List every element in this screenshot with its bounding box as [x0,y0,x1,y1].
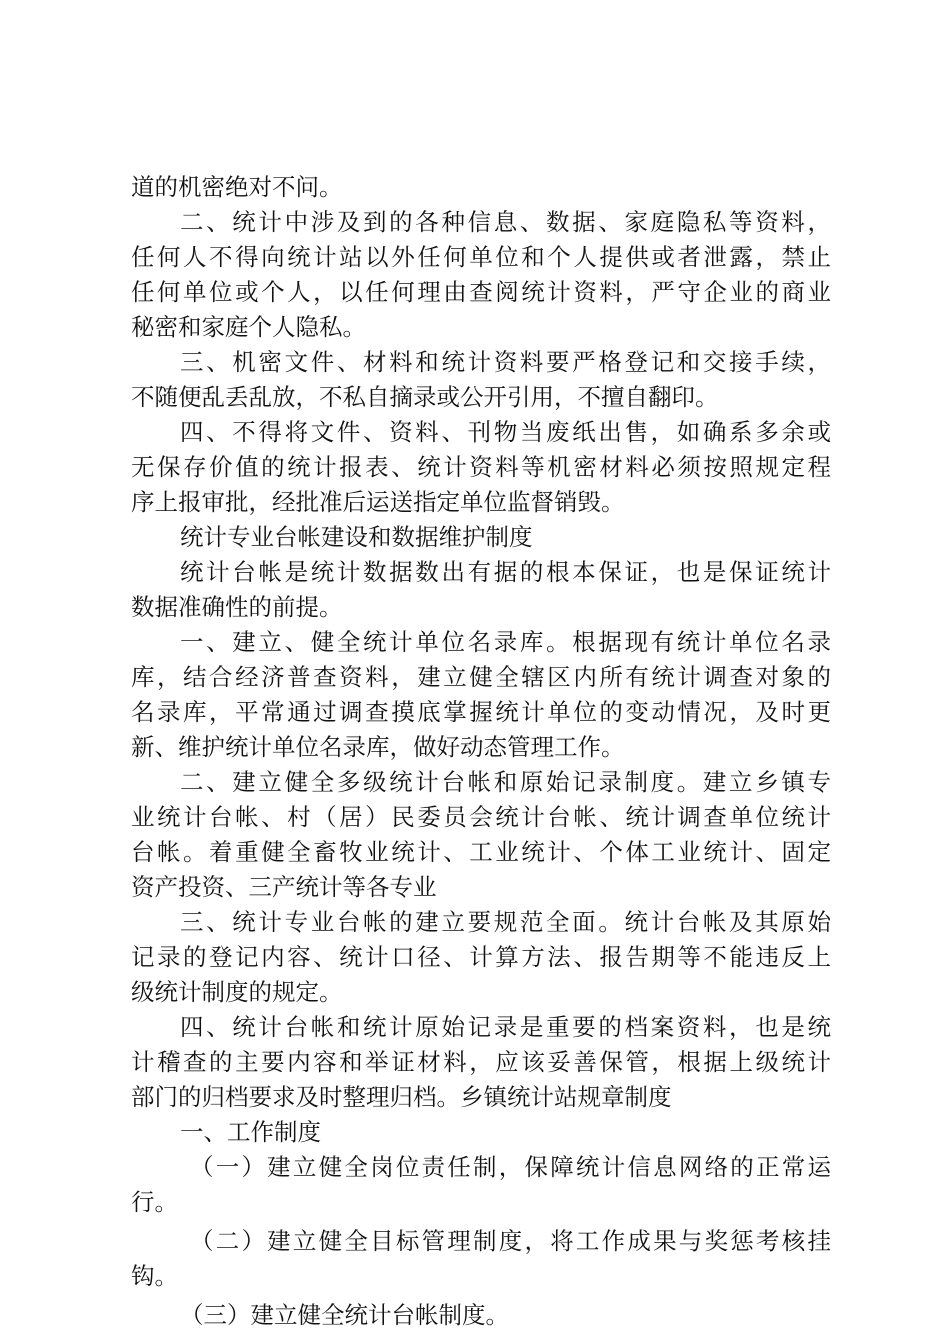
text-line: 新、维护统计单位名录库，做好动态管理工作。 [131,733,625,761]
text-line: 数据准确性的前提。 [131,593,343,621]
text-line: 四、统计台帐和统计原始记录是重要的档案资料，也是统 [180,1013,831,1041]
text-line: 任何单位或个人，以任何理由查阅统计资料，严守企业的商业 [131,278,831,306]
text-line: （三）建立健全统计台帐制度。 [180,1301,509,1329]
text-line: 道的机密绝对不问。 [131,173,343,201]
text-line: 行。 [131,1188,178,1216]
text-line: 业统计台帐、村（居）民委员会统计台帐、统计调查单位统计 [131,803,831,831]
text-line: 资产投资、三产统计等各专业 [131,873,437,901]
text-line: 计稽查的主要内容和举证材料，应该妥善保管，根据上级统计 [131,1048,831,1076]
text-line: 库，结合经济普查资料，建立健全辖区内所有统计调查对象的 [131,663,831,691]
document-body [131,170,831,1333]
text-line: 二、统计中涉及到的各种信息、数据、家庭隐私等资料， [180,208,831,236]
text-line: 记录的登记内容、统计口径、计算方法、报告期等不能违反上 [131,943,831,971]
text-line: 不随便乱丢乱放，不私自摘录或公开引用，不擅自翻印。 [131,383,719,411]
text-line: 秘密和家庭个人隐私。 [131,313,366,341]
text-line: 三、统计专业台帐的建立要规范全面。统计台帐及其原始 [180,908,831,936]
text-line: 序上报审批，经批准后运送指定单位监督销毁。 [131,488,625,516]
text-line: 统计专业台帐建设和数据维护制度 [180,523,533,551]
text-line: 四、不得将文件、资料、刊物当废纸出售，如确系多余或 [180,418,831,446]
text-line: 无保存价值的统计报表、统计资料等机密材料必须按照规定程 [131,453,831,481]
text-line: 三、机密文件、材料和统计资料要严格登记和交接手续， [180,348,831,376]
text-line: （二）建立健全目标管理制度，将工作成果与奖惩考核挂 [190,1227,831,1255]
text-line: 钩。 [131,1262,178,1290]
text-line: 部门的归档要求及时整理归档。乡镇统计站规章制度 [131,1083,672,1111]
text-line: 一、建立、健全统计单位名录库。根据现有统计单位名录 [180,628,831,656]
text-line: 台帐。着重健全畜牧业统计、工业统计、个体工业统计、固定 [131,838,831,866]
text-line: 名录库，平常通过调查摸底掌握统计单位的变动情况，及时更 [131,698,831,726]
text-line: 任何人不得向统计站以外任何单位和个人提供或者泄露，禁止 [131,243,831,271]
text-line: 级统计制度的规定。 [131,978,343,1006]
text-line: 统计台帐是统计数据数出有据的根本保证，也是保证统计 [180,558,831,586]
text-line: 一、工作制度 [180,1118,321,1146]
text-line: （一）建立健全岗位责任制，保障统计信息网络的正常运 [190,1153,831,1181]
text-line: 二、建立健全多级统计台帐和原始记录制度。建立乡镇专 [180,768,831,796]
